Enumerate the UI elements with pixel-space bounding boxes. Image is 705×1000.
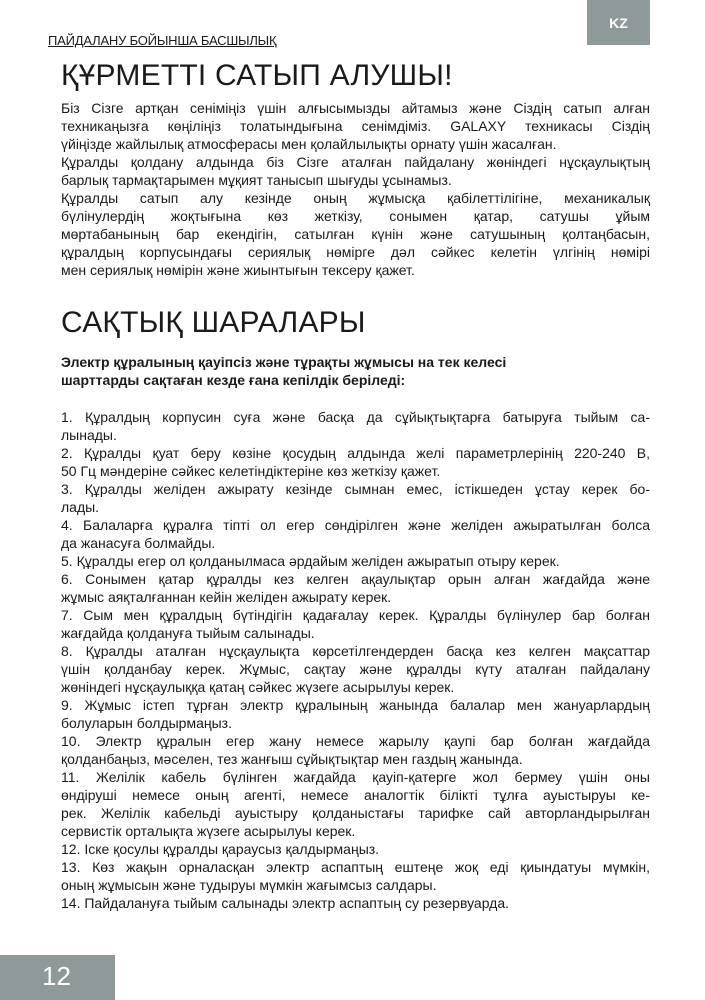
text-line: 7. Сым мен құралдың бүтіндігін қадағалау керек. Құралды бүлінулер бар болған [61,607,650,623]
page-number-box [0,955,115,1000]
text-line: 3. Құралды желіден ажырату кезінде сымнан емес, істікшеден ұстау керек бо- [61,481,650,497]
text-line: 2. Құралды қуат беру көзіне қосудың алдында желі параметрлерінің 220-240 В, [61,445,650,461]
greeting-title: ҚҰРМЕТТІ САТЫП АЛУШЫ! [61,59,453,92]
text-line: Электр құралының қауіпсіз және тұрақты жұмысы на тек келесі [61,354,507,370]
text-line: 4. Балаларға құралға тіпті ол егер сөндірілген және желіден ажыратылған болса [61,517,650,533]
text-line: 10. Электр құралын егер жану немесе жарылу қаупі бар болған жағдайда [61,733,650,749]
text-line: өндіруші немесе оның агенті, немесе аналогтік білікті тұлға ауыстыруы ке- [61,787,650,803]
text-line: 13. Көз жақын орналасқан электр аспаптың ештеңе жоқ еді қиындатуы мүмкін, [61,859,650,875]
text-line: шарттарды сақтаған кезде ғана кепілдік беріледі: [61,372,406,388]
list-item [61,516,650,552]
running-header: ПАЙДАЛАНУ БОЙЫНША БАСШЫЛЫҚ [48,33,277,48]
text-line: мөртабанының бар екендігін, сатылған күнін және сатушының қолтаңбасын, [61,226,650,242]
paragraph [61,153,650,189]
text-line: оның жұмысын және тудыруы мүмкін жағымсыз салдары. [61,877,437,893]
page-number: 12 [42,961,71,991]
text-line: қолданбаңыз, мәселен, тез жанғыш сұйықтықтар мен газдың жанында. [61,751,523,767]
text-line: болуларын болдырмаңыз. [61,715,232,731]
list-item [61,696,650,732]
text-line: сервистік орталықта жүзеге асырылуы керек. [61,823,356,839]
paragraph [61,99,650,153]
list-item [61,840,650,858]
text-line: Біз Сізге артқан сеніміңіз үшін алғысымызды айтамыз және Сіздің сатып алған [61,100,650,116]
text-line: 8. Құралды аталған нұсқаулықта көрсетілгендерден басқа кез келген мақсаттар [61,643,650,659]
text-line: 5. Құралды егер ол қолданылмаса әрдайым желіден ажыратып отыру керек. [61,553,560,569]
list-item [61,552,650,570]
safety-list [61,408,650,912]
text-line: үшін қолданбау керек. Жұмыс, сақтау және құралды күту аталған пайдалану [61,661,650,677]
text-line: лады. [61,499,100,515]
text-line: мен сериялық нөмірін және жиынтығын тексеру қажет. [61,262,415,278]
text-line: 11. Желілік кабель бүлінген жағдайда қауіп-қатерге жол бермеу үшін оны [61,769,650,785]
list-item [61,444,650,480]
text-line: жағдайда қолдануға тыйым салынады. [61,625,315,641]
list-item [61,606,650,642]
language-badge-label: KZ [609,14,628,31]
text-line: рек. Желілік кабельді ауыстыру қолданыстағы тарифке сай авторландырылған [61,805,650,821]
text-line: жұмыс аяқталғаннан кейін желіден ажырату керек. [61,589,392,605]
paragraph [61,189,650,279]
list-item [61,642,650,696]
text-line: құралдың корпусындағы сериялық нөмірге дәл сәйкес келетін үлгінің нөмірі [61,244,650,260]
list-item [61,570,650,606]
text-line: Құралды қолдану алдында біз Сізге аталған пайдалану жөніндегі нұсқаулықтың [61,154,650,170]
text-line: барлық тармақтарымен мұқият танысып шығуды ұсынамыз. [61,172,452,188]
text-line: 50 Гц мәндеріне сәйкес келетіндіктеріне көз жеткізу қажет. [61,463,441,479]
text-line: 1. Құралдың корпусин суға және басқа да сұйықтықтарға батыруға тыйым са- [61,409,650,425]
text-line: жөніндегі нұсқаулыққа қатаң сәйкес жүзеге асырылуы керек. [61,679,455,695]
text-line: 9. Жұмыс істеп тұрған электр құралының жанында балалар мен жануарлардың [61,697,650,713]
text-line: 14. Пайдалануға тыйым салынады электр аспаптың су резервуарда. [61,895,510,911]
list-item [61,732,650,768]
list-item [61,768,650,840]
text-line: бүлінулердің жоқтығына көз жеткізу, сонымен қатар, сатушы ұйым [61,208,650,224]
list-item [61,480,650,516]
list-item [61,858,650,894]
safety-intro [61,353,650,389]
text-line: техникаңызға көңіліңіз толатындығына сенімдіміз. GALAXY техникасы Сіздің [61,118,650,134]
greeting-text [61,99,650,279]
text-line: лынады. [61,427,117,443]
text-line: да жанасуға болмайды. [61,535,216,551]
text-line: 12. Іске қосулы құралды қараусыз қалдырмаңыз. [61,841,380,857]
safety-title: САҚТЫҚ ШАРАЛАРЫ [61,306,366,339]
text-line: 6. Сонымен қатар құралды кез келген ақаулықтар орын алған жағдайда және [61,571,650,587]
language-badge [587,0,650,45]
text-line: Құралды сатып алу кезінде оның жұмысқа қабілеттілігіне, механикалық [61,190,650,206]
list-item [61,408,650,444]
list-item [61,894,650,912]
text-line: үйіңізде жайлылық атмосферасы мен қолайлылықты орнату үшін жасалған. [61,136,557,152]
